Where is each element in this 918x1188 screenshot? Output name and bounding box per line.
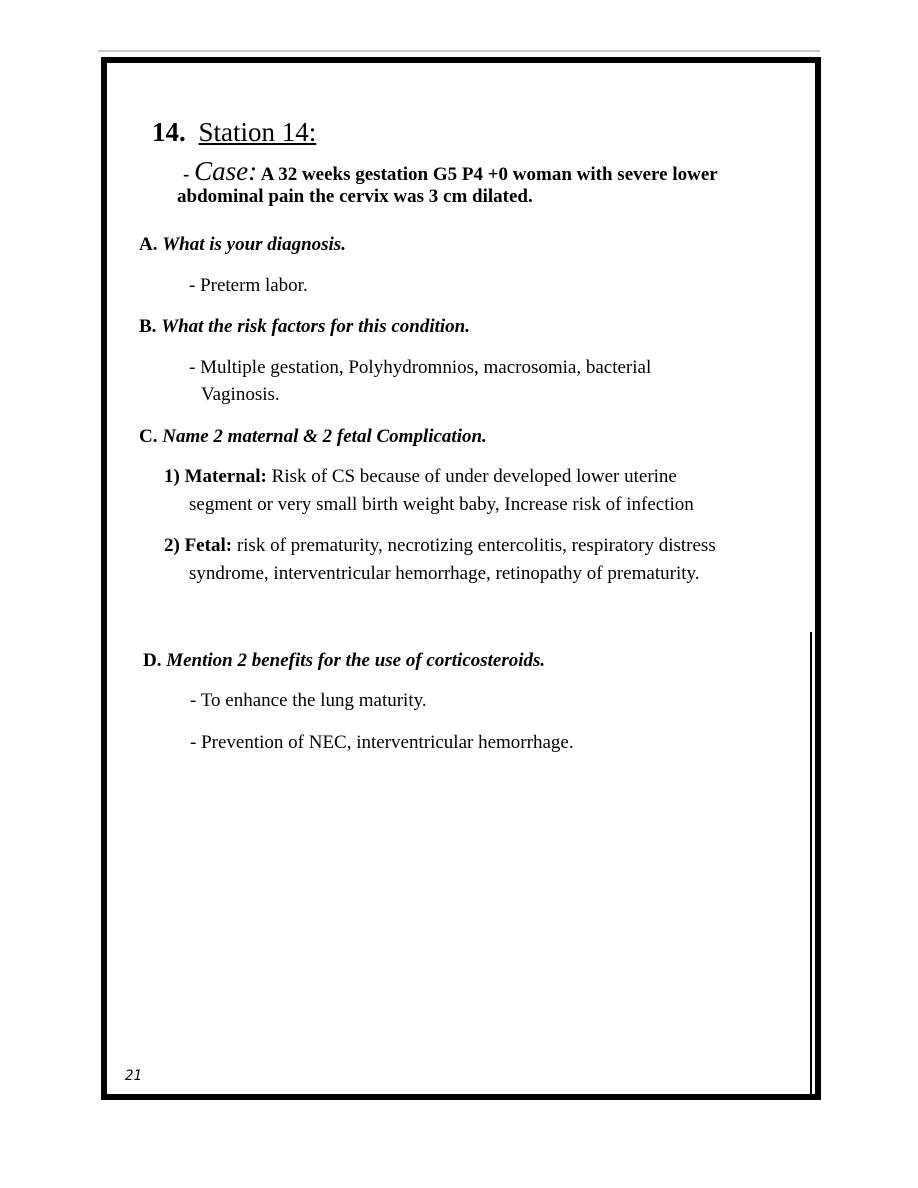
station-number: 14.: [152, 117, 186, 147]
station-title: Station 14:: [198, 117, 317, 147]
question-a: [139, 234, 346, 256]
complication-fetal-text-1: risk of prematurity, necrotizing entercolitis, respiratory distress: [232, 535, 716, 556]
question-c-text: Name 2 maternal & 2 fetal Complication.: [162, 426, 487, 447]
answer-d-2: - Prevention of NEC, interventricular hemorrhage.: [190, 732, 574, 753]
question-d: [143, 650, 545, 672]
case-line-1: [183, 156, 718, 187]
page-border-left-lower: [101, 632, 104, 1094]
complication-fetal-line-2: syndrome, interventricular hemorrhage, retinopathy of prematurity.: [189, 563, 700, 584]
complication-maternal-line-1: [164, 466, 677, 488]
question-a-text: What is your diagnosis.: [162, 234, 346, 255]
answer-a: - Preterm labor.: [189, 275, 308, 296]
answer-b-line-1: - Multiple gestation, Polyhydromnios, macrosomia, bacterial: [189, 357, 652, 378]
question-b-letter: B.: [139, 316, 157, 337]
question-c: [139, 426, 487, 448]
complication-fetal-num: 2): [164, 535, 180, 556]
complication-maternal-label: Maternal:: [184, 466, 267, 487]
top-rule: [98, 50, 820, 52]
case-line-2: abdominal pain the cervix was 3 cm dilated.: [177, 186, 533, 207]
station-heading: [152, 117, 316, 148]
question-d-text: Mention 2 benefits for the use of corticosteroids.: [166, 650, 546, 671]
complication-maternal-line-2: segment or very small birth weight baby, Increase risk of infection: [189, 494, 694, 515]
page-border-gap: [107, 632, 813, 640]
question-a-letter: A.: [139, 234, 158, 255]
question-b: [139, 316, 470, 338]
question-d-letter: D.: [143, 650, 162, 671]
answer-d-1: - To enhance the lung maturity.: [190, 690, 427, 711]
complication-fetal-label: Fetal:: [184, 535, 233, 556]
complication-fetal-line-1: [164, 535, 716, 557]
case-text-1: A 32 weeks gestation G5 P4 +0 woman with severe lower: [257, 164, 718, 185]
page-number: 21: [125, 1068, 142, 1084]
page-border-right-lower: [810, 632, 812, 1094]
answer-b-line-2: Vaginosis.: [201, 384, 280, 405]
question-b-text: What the risk factors for this condition.: [161, 316, 470, 337]
complication-maternal-num: 1): [164, 466, 180, 487]
question-c-letter: C.: [139, 426, 158, 447]
case-label: Case:: [194, 156, 258, 186]
case-dash: -: [183, 164, 195, 185]
complication-maternal-text-1: Risk of CS because of under developed lower uterine: [266, 466, 677, 487]
